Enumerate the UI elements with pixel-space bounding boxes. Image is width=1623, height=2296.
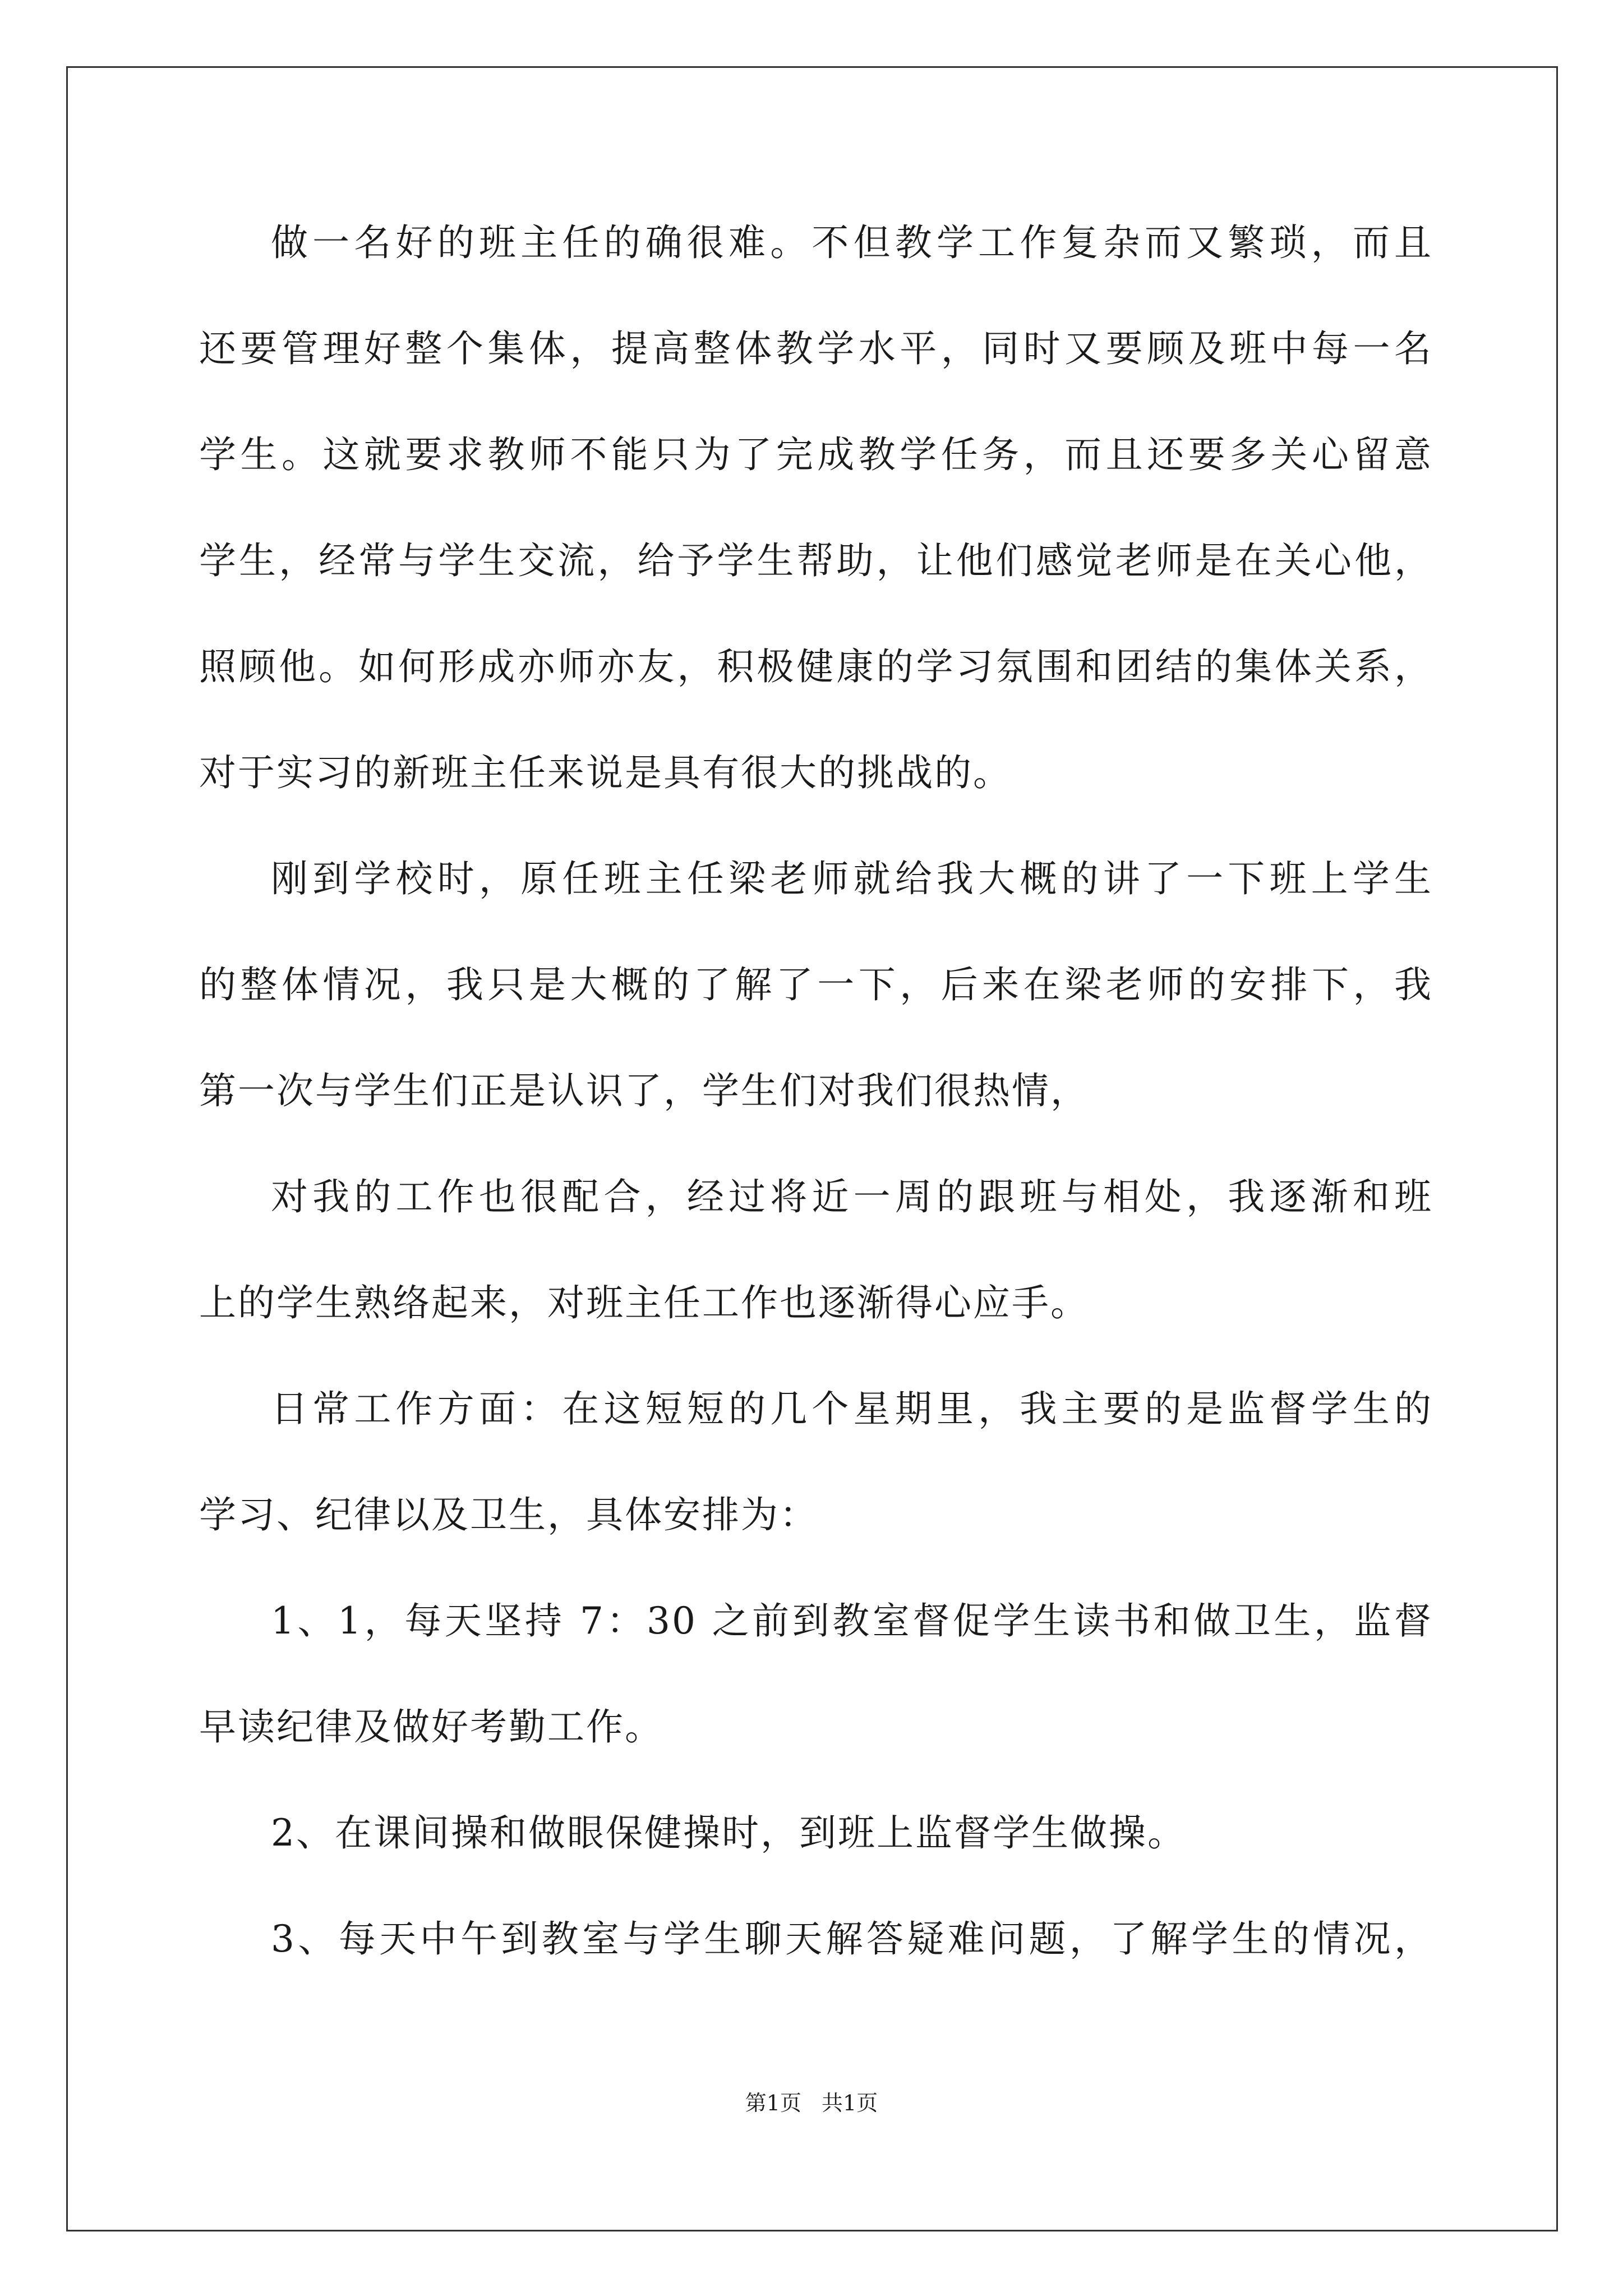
text-line: 照顾他。如何形成亦师亦友，积极健康的学习氛围和团结的集体关系， [199,645,1433,688]
text-line: 1、1，每天坚持 7：30 之前到教室督促学生读书和做卫生，监督 [271,1599,1433,1642]
text-line: 学习、纪律以及卫生，具体安排为： [199,1493,818,1536]
page-number-total: 共1页 [822,2091,878,2115]
text-line: 学生，经常与学生交流，给予学生帮助，让他们感觉老师是在关心他， [199,539,1433,582]
text-line: 学生。这就要求教师不能只为了完成教学任务，而且还要多关心留意 [199,433,1433,476]
text-line: 对于实习的新班主任来说是具有很大的挑战的。 [199,751,1012,794]
page-footer [0,2089,1623,2117]
text-line: 上的学生熟络起来，对班主任工作也逐渐得心应手。 [199,1281,1089,1324]
text-line: 的整体情况，我只是大概的了解了一下，后来在梁老师的安排下，我 [199,963,1433,1006]
text-line: 刚到学校时，原任班主任梁老师就给我大概的讲了一下班上学生 [271,857,1433,900]
page-number-current: 第1页 [745,2091,801,2115]
text-line: 日常工作方面：在这短短的几个星期里，我主要的是监督学生的 [271,1387,1433,1430]
text-line: 2、在课间操和做眼保健操时，到班上监督学生做操。 [271,1811,1186,1855]
text-line: 对我的工作也很配合，经过将近一周的跟班与相处，我逐渐和班 [271,1175,1433,1218]
text-line: 第一次与学生们正是认识了，学生们对我们很热情， [199,1069,1089,1112]
text-line: 做一名好的班主任的确很难。不但教学工作复杂而又繁琐，而且 [271,221,1433,264]
document-body [199,216,1433,2018]
text-line: 早读纪律及做好考勤工作。 [199,1705,663,1749]
text-line: 3、每天中午到教室与学生聊天解答疑难问题，了解学生的情况， [271,1917,1433,1961]
text-line: 还要管理好整个集体，提高整体教学水平，同时又要顾及班中每一名 [199,327,1433,370]
